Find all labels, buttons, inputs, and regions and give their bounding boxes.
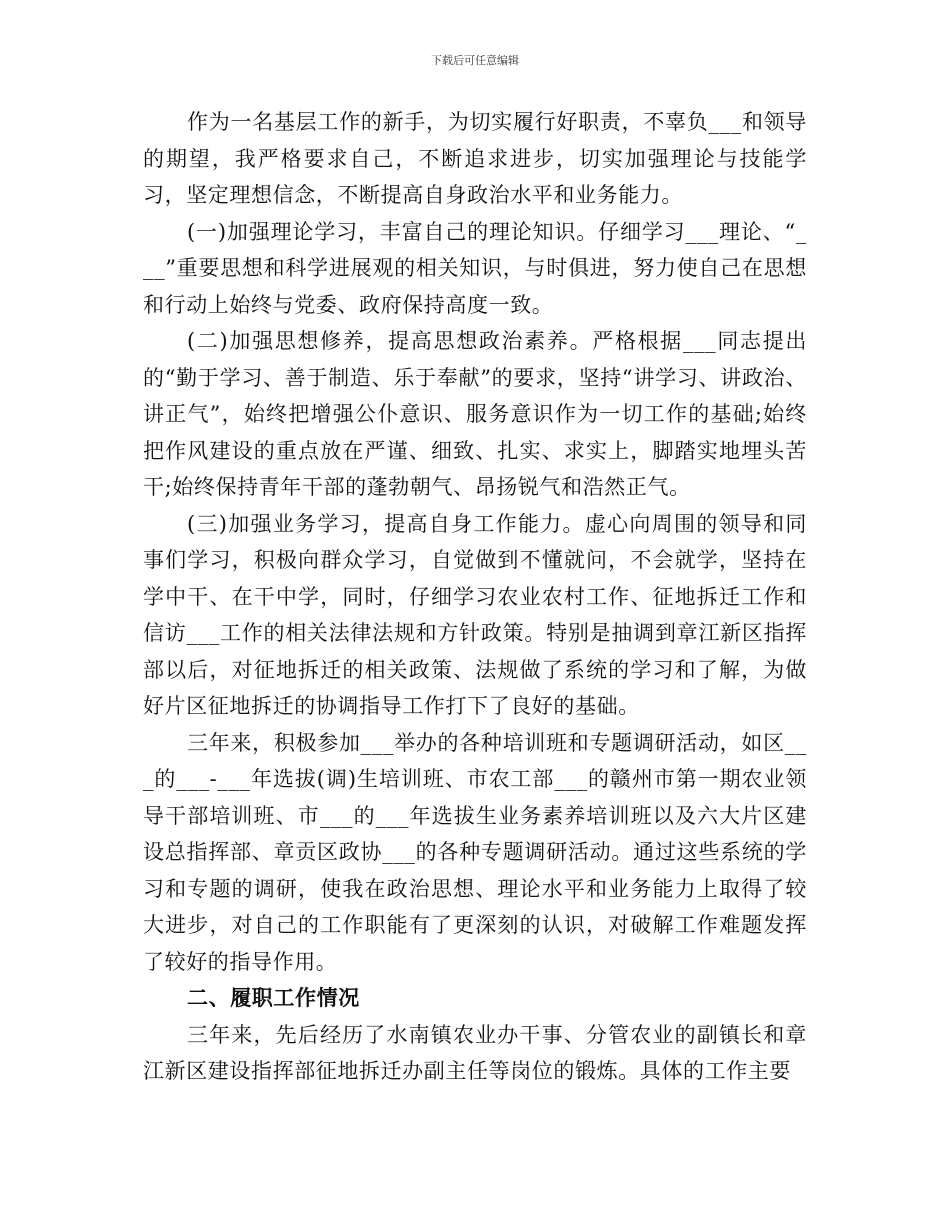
paragraph-theory-study: (一)加强理论学习，丰富自己的理论知识。仔细学习___理论、“___”重要思想和科学进展观的相关知识，与时俱进，努力使自己在思想和行动上始终与党委、政府保持高度一致。 — [143, 219, 807, 317]
paragraph-training-activities: 三年来，积极参加___举办的各种培训班和专题调研活动，如区___的___-___年选拔(调)生培训班、市农工部___的赣州市第一期农业领导干部培训班、市___的___年选拔生业务素养培训班以及六大片区建设总指挥部、章贡区政协___的各种专题调研活动。通过这些系统的学习和专题的调研，使我在政治思想、理论水平和业务能力上取得了较大进步，对自己的工作职能有了更深刻的认识，对破解工作难题发挥了较好的指导作用。 — [143, 730, 807, 974]
paragraph-business-study: (三)加强业务学习，提高自身工作能力。虚心向周围的领导和同事们学习，积极向群众学习，自觉做到不懂就问，不会就学，坚持在学中干、在干中学，同时，仔细学习农业农村工作、征地拆迁工作和信访___工作的相关法律法规和方针政策。特别是抽调到章江新区指挥部以后，对征地拆迁的相关政策、法规做了系统的学习和了解，为做好片区征地拆迁的协调指导工作打下了良好的基础。 — [143, 511, 807, 718]
paragraph-ideological-cultivation: (二)加强思想修养，提高思想政治素养。严格根据___同志提出的“勤于学习、善于制造、乐于奉献”的要求，坚持“讲学习、讲政治、讲正气”，始终把增强公仆意识、服务意识作为一切工作的基础;始终把作风建设的重点放在严谨、细致、扎实、求实上，脚踏实地埋头苦干;始终保持青年干部的蓬勃朝气、昂扬锐气和浩然正气。 — [143, 329, 807, 499]
page-header-note: 下载后可任意编辑 — [431, 54, 519, 67]
paragraph-intro: 作为一名基层工作的新手，为切实履行好职责，不辜负___和领导的期望，我严格要求自己，不断追求进步，切实加强理论与技能学习，坚定理想信念，不断提高自身政治水平和业务能力。 — [143, 110, 807, 207]
document-body — [143, 104, 807, 1090]
section-heading: 二、履职工作情况 — [187, 985, 360, 1010]
paragraph-work-experience: 三年来，先后经历了水南镇农业办干事、分管农业的副镇长和章江新区建设指挥部征地拆迁办副主任等岗位的锻炼。具体的工作主要 — [143, 1022, 807, 1083]
